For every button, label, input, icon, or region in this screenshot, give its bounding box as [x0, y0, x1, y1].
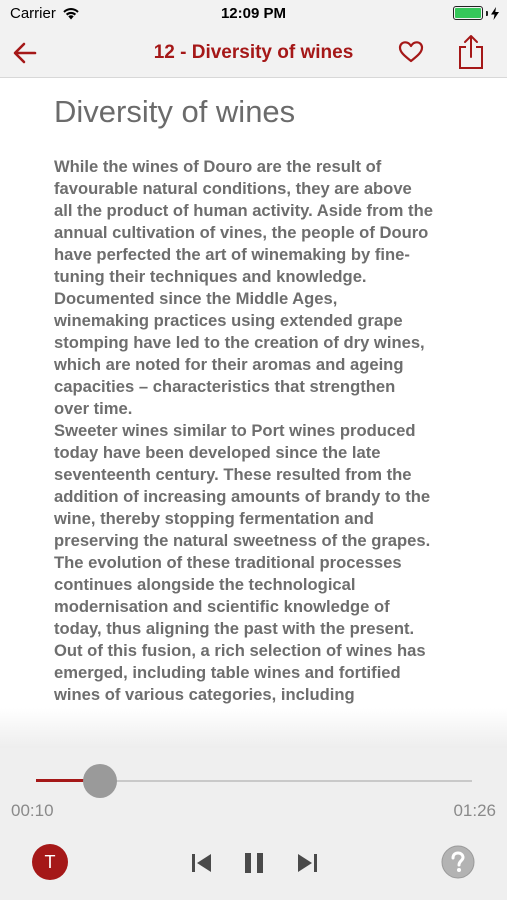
current-time: 00:10: [11, 801, 54, 820]
article-paragraph: Sweeter wines similar to Port wines produced today have been developed since the late seventeenth century. These resulted from the addition of increasing amounts of brandy to the wine, thereby stopping fermentation and preserving the natural sweetness of the grapes.: [54, 421, 431, 550]
carrier-label: Carrier: [10, 5, 56, 22]
audio-player: [0, 748, 507, 900]
skip-next-icon: [294, 851, 320, 875]
battery-icon: [453, 6, 483, 20]
article-paragraph: Documented since the Middle Ages, winemaking practices using extended grape stomping have led to the creation of dry wines, which are noted for their aromas and ageing capacities – characteristics that strengthen over time.: [54, 289, 425, 418]
status-time: 12:09 PM: [220, 5, 287, 22]
article-body: [54, 156, 434, 706]
share-button[interactable]: [456, 34, 486, 70]
nav-title: 12 - Diversity of wines: [153, 42, 354, 63]
pause-button[interactable]: [241, 851, 267, 875]
battery-cap: [486, 11, 488, 16]
share-icon: [456, 34, 486, 70]
progress-slider-thumb[interactable]: [83, 764, 117, 798]
status-bar: [0, 0, 507, 28]
transcript-button[interactable]: T: [32, 844, 68, 880]
favorite-button[interactable]: [398, 39, 424, 65]
charging-bolt-icon: [491, 7, 499, 20]
article-content[interactable]: [0, 78, 507, 748]
navigation-bar: [0, 28, 507, 78]
previous-button[interactable]: [189, 851, 215, 875]
battery-status: [453, 6, 499, 20]
heart-icon: [398, 39, 424, 65]
article-paragraph: While the wines of Douro are the result of favourable natural conditions, they are above all the product of human activity. Aside from the annual cultivation of vines, the people of Douro have perfected the art of winemaking by fine-tuning their techniques and knowledge.: [54, 157, 433, 286]
skip-previous-icon: [189, 851, 215, 875]
total-time: 01:26: [453, 801, 496, 820]
next-button[interactable]: [294, 851, 320, 875]
battery-level: [455, 8, 481, 18]
content-fade: [0, 708, 507, 748]
pause-icon: [241, 851, 267, 875]
help-button[interactable]: [440, 844, 476, 880]
help-icon: [440, 844, 476, 880]
article-title: Diversity of wines: [54, 94, 296, 129]
article-paragraph: The evolution of these traditional processes continues alongside the technological modernisation and scientific knowledge of today, thus aligning the past with the present. Out of this fusion, a rich selection of wines has emerged, including table wines and fortified wines of various categories, including: [54, 553, 426, 704]
